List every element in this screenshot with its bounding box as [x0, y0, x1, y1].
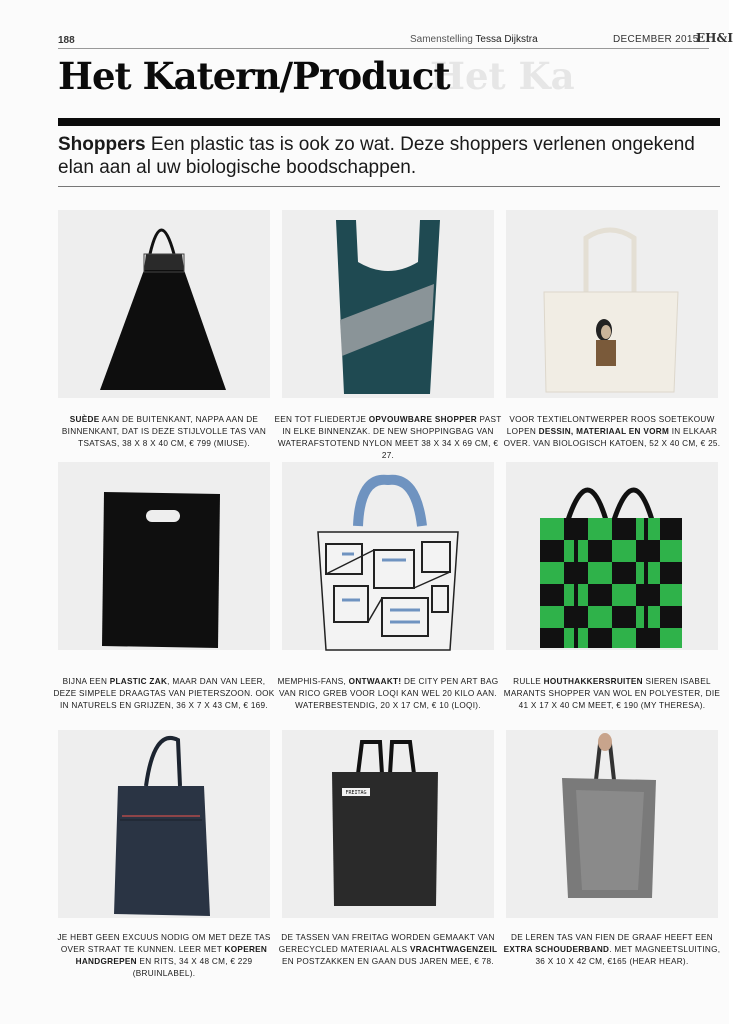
title-rule — [58, 118, 720, 126]
product-caption: MEMPHIS-FANS, ONTWAAKT! DE CITY PEN ART BAG VAN RICO GREB VOOR LOQI KAN WEL 20 KILO AAN. WATERBESTENDIG, 20 X 17 CM, € 10 (LOQI). — [277, 677, 499, 710]
show-through-title: Het Ka — [430, 54, 575, 98]
intro-divider — [58, 186, 720, 187]
product-photo — [282, 462, 494, 650]
grey-leather-tote-icon — [506, 730, 718, 918]
denim-tote-icon — [58, 730, 270, 918]
credit-name: Tessa Dijkstra — [475, 34, 538, 45]
header-divider — [58, 48, 709, 49]
product-photo — [506, 462, 718, 650]
issue-date: DECEMBER 2015 — [613, 34, 699, 45]
black-suede-tote-icon — [58, 210, 270, 398]
credit-line: Samenstelling Tessa Dijkstra — [410, 34, 538, 45]
product-photo — [506, 730, 718, 918]
product-photo — [282, 210, 494, 398]
product-caption: DE LEREN TAS VAN FIEN DE GRAAF HEEFT EEN EXTRA SCHOUDERBAND. MET MAGNEETSLUITING, 36 X 10 X 42 CM, €165 (HEAR HEAR). — [503, 933, 721, 966]
canvas-print-tote-icon — [506, 210, 718, 398]
product-caption: SUÈDE AAN DE BUITENKANT, NAPPA AAN DE BINNENKANT, DAT IS DEZE STIJLVOLLE TAS VAN TSATSAS, 38 X 8 X 40 CM, € 799 (MIUSE). — [61, 415, 267, 448]
plaid-wool-shopper-icon — [506, 462, 718, 650]
page-title: Het Katern/Product — [58, 54, 450, 98]
product-caption: JE HEBT GEEN EXCUUS NODIG OM MET DEZE TAS OVER STRAAT TE KUNNEN. LEER MET KOPEREN HANDGREPEN EN RITS, 34 X 48 CM, € 229 (BRUINLABEL). — [57, 933, 271, 978]
intro-lead: Shoppers — [58, 134, 146, 155]
truck-tarp-bag-icon — [282, 730, 494, 918]
teal-nylon-shopper-icon — [282, 210, 494, 398]
city-print-bag-icon — [282, 462, 494, 650]
product-photo — [282, 730, 494, 918]
product-photo — [58, 730, 270, 918]
magazine-logo: EH&I — [696, 31, 733, 45]
product-photo — [58, 462, 270, 650]
product-photo — [506, 210, 718, 398]
freitag-label: FREITAG — [345, 790, 367, 796]
running-header — [58, 31, 733, 47]
product-caption: DE TASSEN VAN FREITAG WORDEN GEMAAKT VAN GERECYCLED MATERIAAL ALS VRACHTWAGENZEIL EN POSTZAKKEN EN GAAN DUS JAREN MEE, € 78. — [278, 933, 498, 966]
product-caption: VOOR TEXTIELONTWERPER ROOS SOETEKOUW LOPEN DESSIN, MATERIAAL EN VORM IN ELKAAR OVER. VAN BIOLOGISCH KATOEN, 52 X 40 CM, € 25. — [503, 415, 721, 448]
intro-text: Een plastic tas is ook zo wat. Deze shoppers verlenen ongekend elan aan al uw biologische boodschappen. — [58, 134, 695, 178]
product-photo — [58, 210, 270, 398]
product-caption: RULLE HOUTHAKKERSRUITEN SIEREN ISABEL MARANTS SHOPPER VAN WOL EN POLYESTER, DIE 41 X 17 X 40 CM MEET, € 190 (MY THERESA). — [503, 677, 721, 710]
product-caption: BIJNA EEN PLASTIC ZAK, MAAR DAN VAN LEER, DEZE SIMPELE DRAAGTAS VAN PIETERSZOON. OOK IN NATURELS EN GRIJZEN, 36 X 7 X 43 CM, € 169. — [53, 677, 275, 710]
leather-plastic-bag-icon — [58, 462, 270, 650]
page-number: 188 — [58, 35, 75, 46]
intro-paragraph — [58, 133, 718, 179]
product-caption: EEN TOT FLIEDERTJE OPVOUWBARE SHOPPER PAST IN ELKE BINNENZAK. DE NEW SHOPPINGBAG VAN WATERAFSTOTEND NYLON MEET 38 X 34 X 69 CM, € 27. — [274, 415, 502, 460]
